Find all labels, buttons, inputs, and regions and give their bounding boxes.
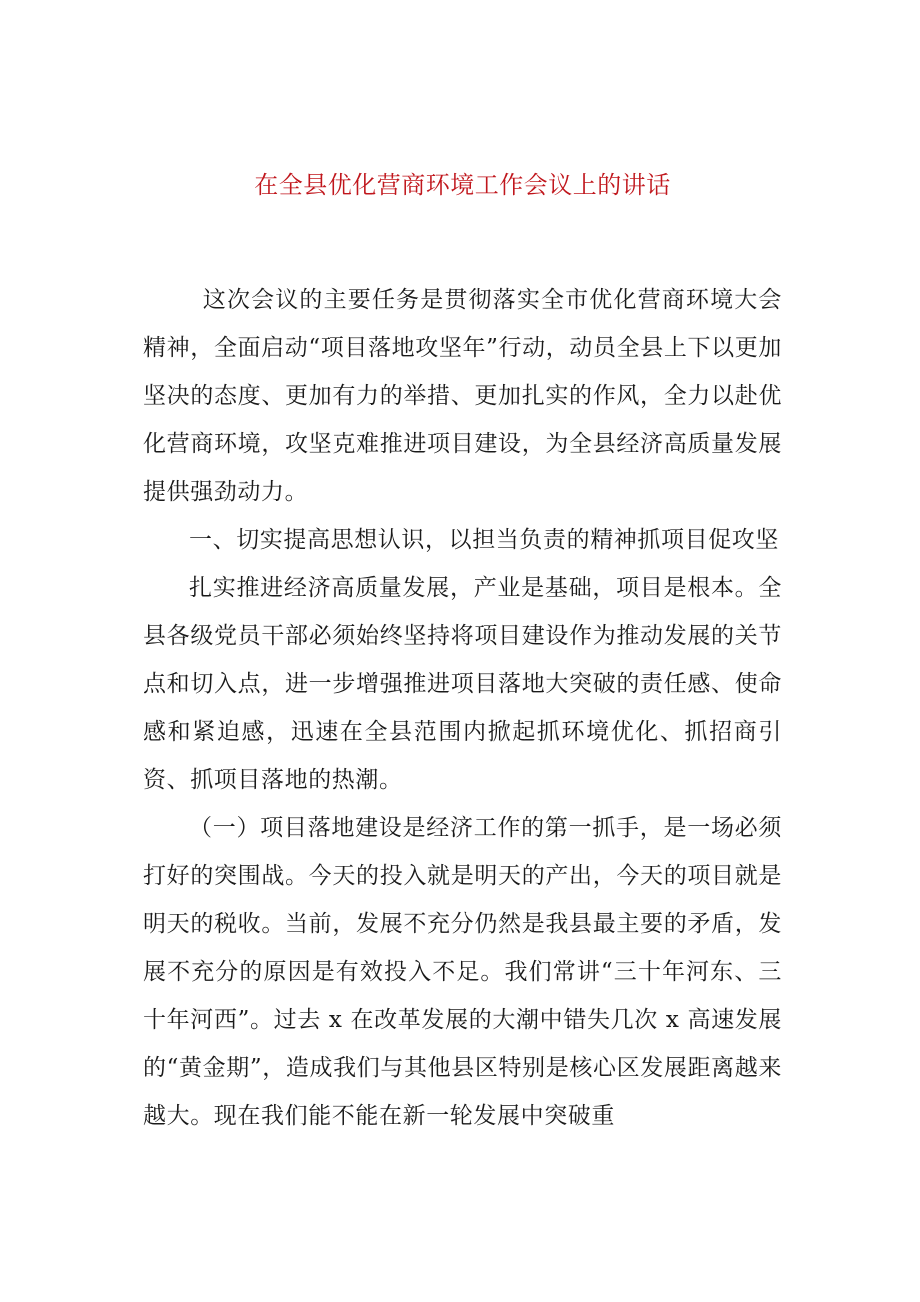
intro-paragraph: 这次会议的主要任务是贯彻落实全市优化营商环境大会精神，全面启动“项目落地攻坚年”行动，动员全县上下以更加坚决的态度、更加有力的举措、更加扎实的作风，全力以赴优化营商环境，攻坚克难推进项目建设，为全县经济高质量发展提供强劲动力。 xyxy=(143,287,782,505)
document-title: 在全县优化营商环境工作会议上的讲话 xyxy=(254,171,671,199)
section-heading-1: 一、切实提高思想认识，以担当负责的精神抓项目促攻坚 xyxy=(189,527,779,553)
document-body xyxy=(143,276,782,1140)
body-paragraph: 扎实推进经济高质量发展，产业是基础，项目是根本。全县各级党员干部必须始终坚持将项目建设作为推动发展的关节点和切入点，进一步增强推进项目落地大突破的责任感、使命感和紧迫感，迅速在全县范围内掀起抓环境优化、抓招商引资、抓项目落地的热潮。 xyxy=(143,575,782,793)
subsection-paragraph-1: （一）项目落地建设是经济工作的第一抓手，是一场必须打好的突围战。今天的投入就是明天的产出，今天的项目就是明天的税收。当前，发展不充分仍然是我县最主要的矛盾，发展不充分的原因是有效投入不足。我们常讲“三十年河东、三十年河西”。过去 x 在改革发展的大潮中错失几次 x 高速发展的“黄金期”，造成我们与其他县区特别是核心区发展距离越来越大。现在我们能不能在新一轮发展中突破重 xyxy=(143,815,782,1129)
